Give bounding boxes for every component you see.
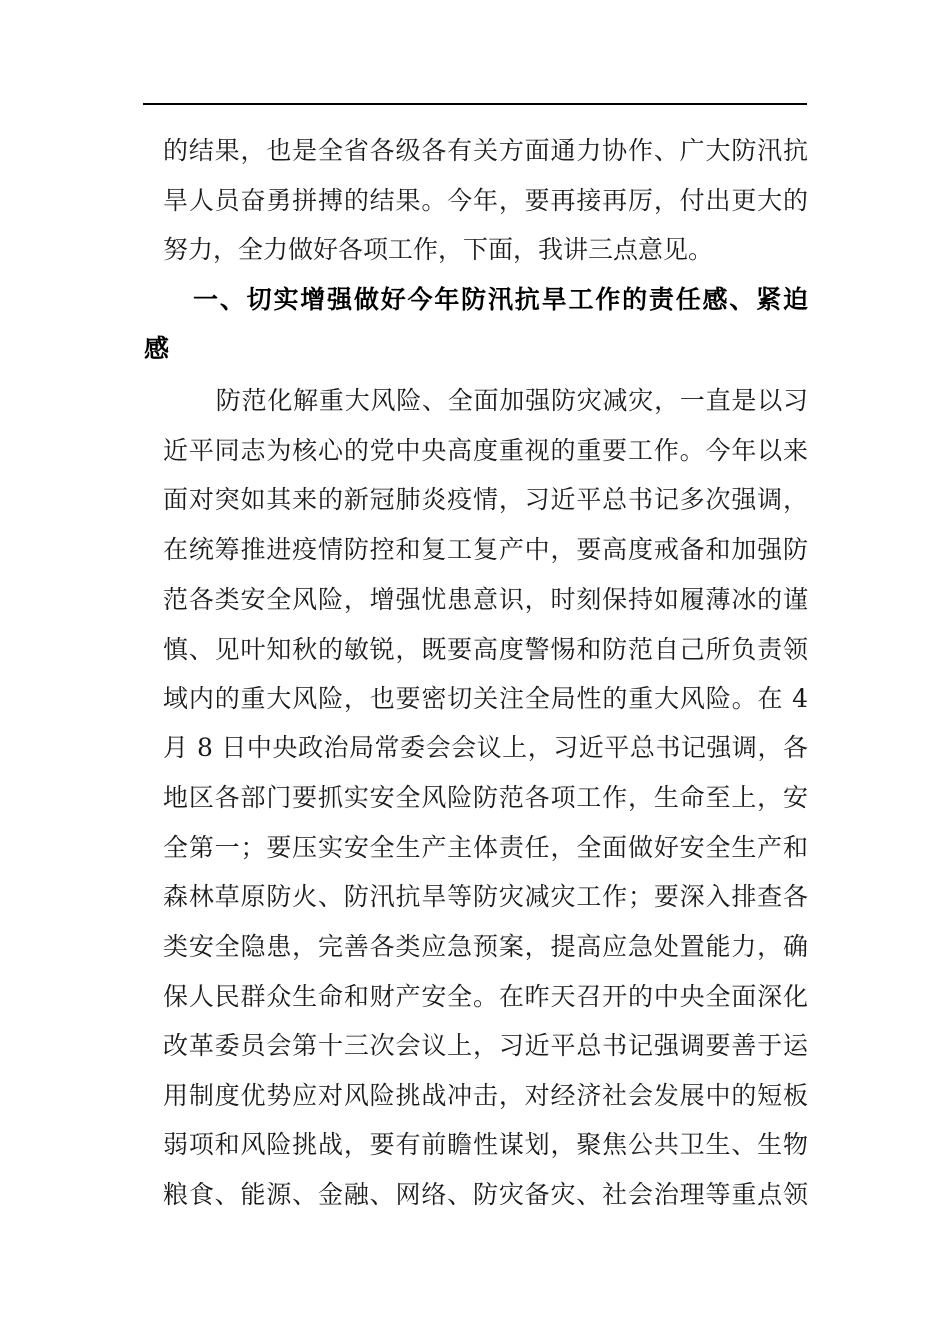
header-rule: [143, 103, 807, 105]
paragraph-line: 防范化解重大风险、全面加强防灾减灾，一直是以习: [190, 386, 808, 415]
paragraph-line: 范各类安全风险，增强忧患意识，时刻保持如履薄冰的谨: [163, 585, 808, 614]
section-heading-continuation: 感: [144, 334, 170, 363]
paragraph-line: 近平同志为核心的党中央高度重视的重要工作。今年以来: [163, 436, 808, 465]
paragraph-line: 的结果，也是全省各级各有关方面通力协作、广大防汛抗: [163, 136, 808, 165]
section-heading: 一、切实增强做好今年防汛抗旱工作的责任感、紧迫: [193, 285, 808, 314]
paragraph-line: 粮食、能源、金融、网络、防灾备灾、社会治理等重点领: [163, 1180, 808, 1209]
paragraph-line: 月 8 日中央政治局常委会会议上，习近平总书记强调，各: [163, 733, 808, 762]
paragraph-line: 森林草原防火、防汛抗旱等防灾减灾工作；要深入排查各: [163, 882, 808, 911]
paragraph-line: 域内的重大风险，也要密切关注全局性的重大风险。在 4: [163, 684, 808, 713]
paragraph-line: 旱人员奋勇拼搏的结果。今年，要再接再厉，付出更大的: [163, 186, 808, 215]
paragraph-line: 慎、见叶知秋的敏锐，既要高度警惕和防范自己所负责领: [163, 635, 808, 664]
paragraph-line: 保人民群众生命和财产安全。在昨天召开的中央全面深化: [163, 982, 808, 1011]
paragraph-line: 地区各部门要抓实安全风险防范各项工作，生命至上，安: [163, 783, 808, 812]
paragraph-line: 改革委员会第十三次会议上，习近平总书记强调要善于运: [163, 1031, 808, 1060]
paragraph-line: 弱项和风险挑战，要有前瞻性谋划，聚焦公共卫生、生物: [163, 1130, 808, 1159]
paragraph-line: 在统筹推进疫情防控和复工复产中，要高度戒备和加强防: [163, 535, 808, 564]
paragraph-line: 全第一；要压实安全生产主体责任，全面做好安全生产和: [163, 833, 808, 862]
paragraph-line: 用制度优势应对风险挑战冲击，对经济社会发展中的短板: [163, 1081, 808, 1110]
paragraph-line: 面对突如其来的新冠肺炎疫情，习近平总书记多次强调，: [163, 485, 808, 514]
paragraph-line: 努力，全力做好各项工作，下面，我讲三点意见。: [163, 235, 714, 264]
paragraph-line: 类安全隐患，完善各类应急预案，提高应急处置能力，确: [163, 932, 808, 961]
